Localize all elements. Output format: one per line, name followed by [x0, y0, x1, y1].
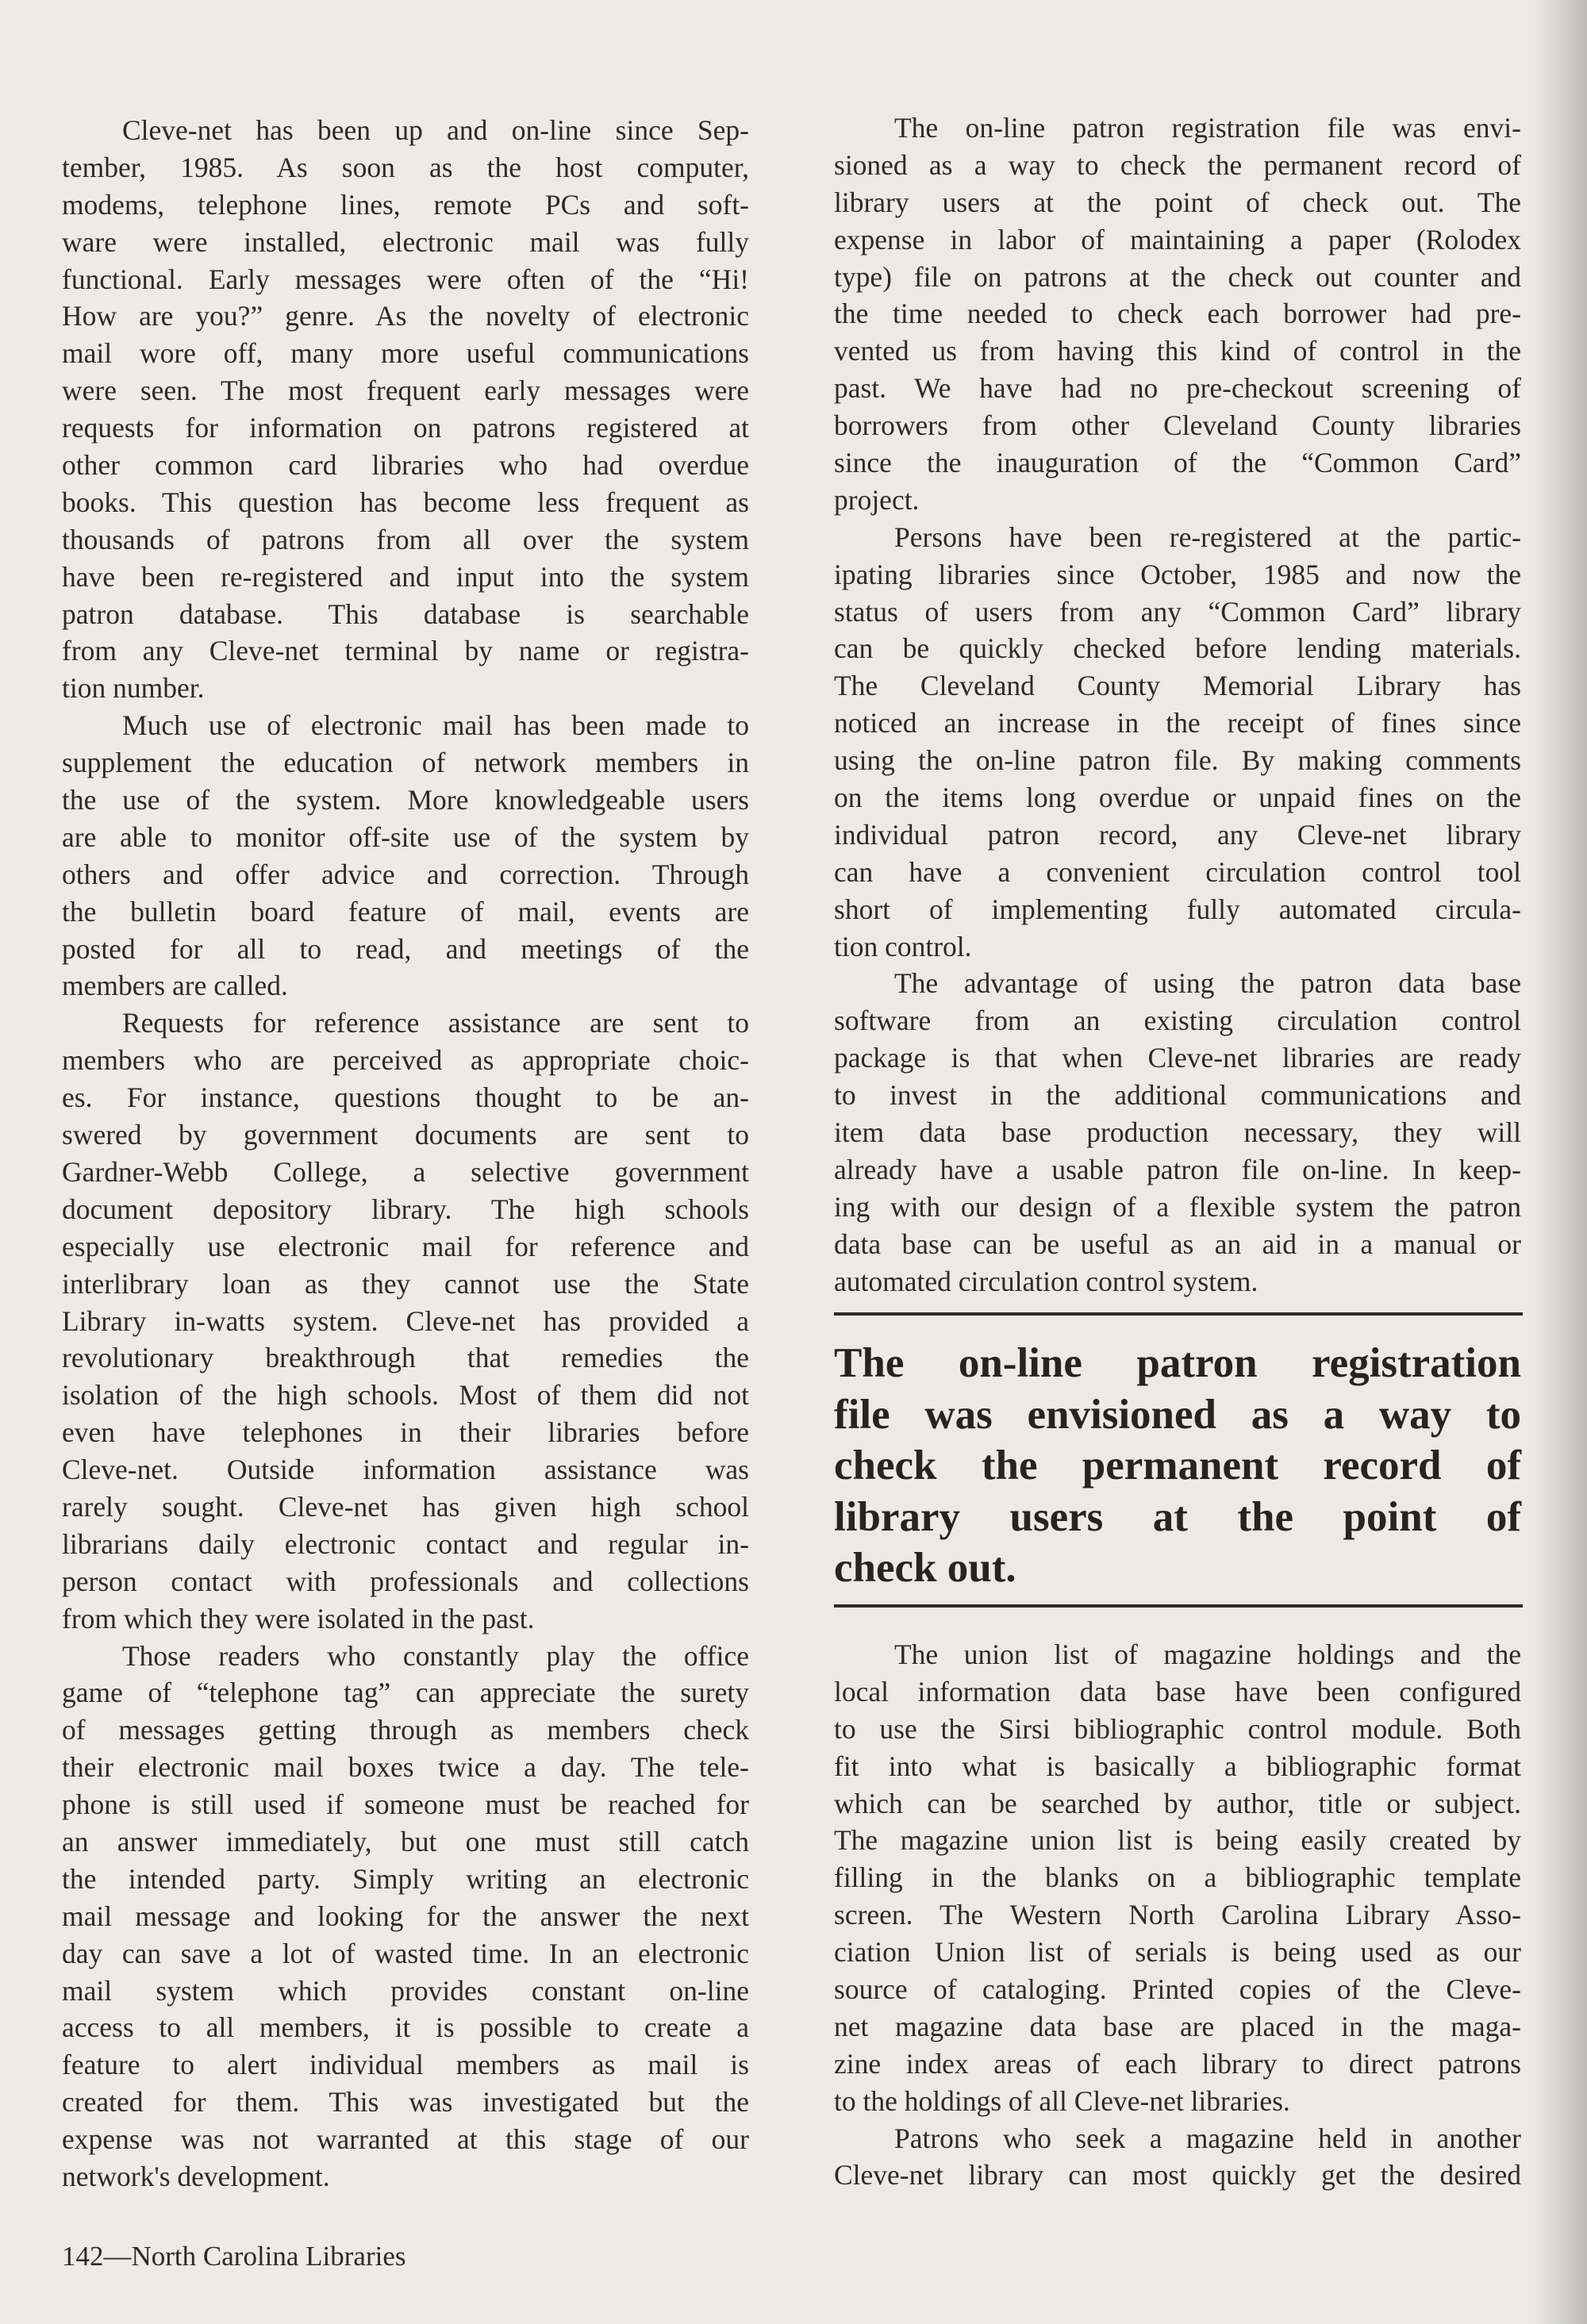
text-line: can have a convenient circulation control tool — [834, 855, 1521, 888]
text-line: The magazine union list is being easily created by — [834, 1824, 1521, 1857]
text-line: members are called. — [62, 970, 288, 1002]
text-line: which can be searched by author, title or subject. — [834, 1787, 1521, 1819]
text-line: mail wore off, many more useful communications — [62, 337, 749, 370]
paragraph — [834, 109, 1521, 519]
pull-quote-line: check the permanent record of — [834, 1442, 1521, 1489]
text-line: mail message and looking for the answer the next — [62, 1900, 749, 1932]
text-line: borrowers from other Cleveland County libraries — [834, 409, 1521, 442]
text-line: patron database. This database is searchable — [62, 597, 749, 630]
text-line: Cleve-net library can most quickly get the desired — [834, 2159, 1521, 2191]
text-line: Persons have been re-registered at the partic- — [894, 520, 1521, 553]
text-line: zine index areas of each library to direct patrons — [834, 2047, 1521, 2080]
text-line: library users at the point of check out. The — [834, 186, 1521, 218]
text-line: Cleve-net. Outside information assistance was — [62, 1454, 749, 1486]
text-line: day can save a lot of wasted time. In an electronic — [62, 1937, 749, 1969]
right-column-bottom — [834, 1636, 1521, 2194]
text-line: from which they were isolated in the past. — [62, 1602, 535, 1634]
paragraph — [834, 519, 1521, 966]
text-line: tion control. — [834, 930, 972, 962]
text-line: short of implementing fully automated circula- — [834, 893, 1521, 925]
text-line: Those readers who constantly play the office — [122, 1639, 749, 1672]
text-line: members who are perceived as appropriate choic- — [62, 1044, 749, 1077]
pull-quote-line: check out. — [834, 1545, 1016, 1591]
text-line: ware were installed, electronic mail was fully — [62, 225, 749, 258]
text-line: ciation Union list of serials is being used as our — [834, 1936, 1521, 1969]
left-column — [62, 112, 749, 2195]
text-line: project. — [834, 483, 920, 516]
text-line: the intended party. Simply writing an electronic — [62, 1862, 749, 1895]
text-line: tion number. — [62, 672, 205, 705]
text-line: How are you?” genre. As the novelty of electronic — [62, 300, 749, 332]
paragraph — [62, 707, 749, 1005]
text-line: supplement the education of network members in — [62, 747, 749, 779]
text-line: books. This question has become less frequent as — [62, 486, 749, 518]
text-line: can be quickly checked before lending materials. — [834, 632, 1521, 665]
text-line: Cleve-net has been up and on-line since Sep- — [122, 114, 749, 146]
page-footer: 142—North Carolina Libraries — [62, 2241, 406, 2272]
text-line: Requests for reference assistance are sent to — [122, 1007, 749, 1039]
text-line: already have a usable patron file on-line. In keep- — [834, 1153, 1521, 1185]
text-line: an answer immediately, but one must still catch — [62, 1825, 749, 1857]
text-line: status of users from any “Common Card” library — [834, 595, 1521, 628]
text-line: The on-line patron registration file was envi- — [894, 112, 1521, 144]
text-line: using the on-line patron file. By making comments — [834, 744, 1521, 777]
pull-quote-line: The on-line patron registration — [834, 1340, 1521, 1386]
text-line: data base can be useful as an aid in a manual or — [834, 1227, 1521, 1260]
text-line: Much use of electronic mail has been made to — [122, 709, 749, 742]
text-line: revolutionary breakthrough that remedies the — [62, 1342, 749, 1374]
text-line: feature to alert individual members as mail is — [62, 2049, 749, 2081]
text-line: filling in the blanks on a bibliographic template — [834, 1861, 1521, 1894]
text-line: net magazine data base are placed in the maga- — [834, 2010, 1521, 2042]
text-line: of messages getting through as members check — [62, 1714, 749, 1746]
text-line: even have telephones in their libraries before — [62, 1416, 749, 1449]
text-line: The Cleveland County Memorial Library has — [834, 670, 1521, 702]
text-line: software from an existing circulation control — [834, 1005, 1521, 1037]
text-line: ing with our design of a flexible system the patron — [834, 1190, 1521, 1223]
text-line: to invest in the additional communications and — [834, 1079, 1521, 1112]
text-line: phone is still used if someone must be reached for — [62, 1788, 749, 1821]
text-line: source of cataloging. Printed copies of the Cleve- — [834, 1973, 1521, 2006]
text-line: type) file on patrons at the check out counter and — [834, 260, 1521, 293]
text-line: Gardner-Webb College, a selective government — [62, 1155, 749, 1188]
text-line: the bulletin board feature of mail, events are — [62, 895, 749, 928]
text-line: posted for all to read, and meetings of the — [62, 932, 749, 965]
text-line: expense in labor of maintaining a paper (Rolodex — [834, 223, 1521, 255]
pull-quote-bottom-rule — [834, 1604, 1523, 1608]
text-line: package is that when Cleve-net libraries are ready — [834, 1042, 1521, 1074]
text-line: game of “telephone tag” can appreciate the surety — [62, 1677, 749, 1709]
text-line: noticed an increase in the receipt of fines since — [834, 707, 1521, 739]
paragraph — [62, 1638, 749, 2195]
text-line: especially use electronic mail for reference and — [62, 1230, 749, 1262]
text-line: individual patron record, any Cleve-net library — [834, 818, 1521, 851]
text-line: automated circulation control system. — [834, 1265, 1258, 1297]
paragraph — [62, 1005, 749, 1637]
text-line: screen. The Western North Carolina Library Asso- — [834, 1899, 1521, 1931]
text-line: item data base production necessary, they will — [834, 1116, 1521, 1149]
text-line: expense was not warranted at this stage of our — [62, 2123, 749, 2156]
pull-quote-line: library users at the point of — [834, 1493, 1521, 1540]
text-line: modems, telephone lines, remote PCs and soft- — [62, 188, 749, 221]
text-line: document depository library. The high schools — [62, 1193, 749, 1225]
text-line: were seen. The most frequent early messages were — [62, 375, 749, 407]
text-line: ipating libraries since October, 1985 and now the — [834, 558, 1521, 590]
text-line: to use the Sirsi bibliographic control module. Both — [834, 1712, 1521, 1745]
text-line: requests for information on patrons registered at — [62, 412, 749, 444]
pull-quote — [834, 1338, 1521, 1594]
paragraph — [834, 2120, 1521, 2195]
text-line: rarely sought. Cleve-net has given high school — [62, 1490, 749, 1523]
paragraph — [834, 965, 1521, 1300]
pull-quote-top-rule — [834, 1312, 1523, 1316]
text-line: mail system which provides constant on-line — [62, 1974, 749, 2007]
text-line: local information data base have been configured — [834, 1675, 1521, 1707]
text-line: thousands of patrons from all over the system — [62, 523, 749, 555]
text-line: access to all members, it is possible to create a — [62, 2011, 749, 2044]
paragraph — [62, 112, 749, 707]
text-line: network's development. — [62, 2160, 330, 2192]
text-line: fit into what is basically a bibliographic format — [834, 1750, 1521, 1782]
text-line: The union list of magazine holdings and the — [894, 1638, 1521, 1670]
text-line: past. We have had no pre-checkout screening of — [834, 372, 1521, 405]
text-line: The advantage of using the patron data base — [894, 967, 1521, 1000]
text-line: es. For instance, questions thought to be an- — [62, 1081, 749, 1114]
text-line: Library in-watts system. Cleve-net has provided a — [62, 1304, 749, 1337]
text-line: person contact with professionals and collections — [62, 1565, 749, 1597]
text-line: to the holdings of all Cleve-net libraries. — [834, 2084, 1290, 2117]
right-column-top — [834, 109, 1521, 1300]
text-line: their electronic mail boxes twice a day. The tele- — [62, 1751, 749, 1784]
text-line: isolation of the high schools. Most of them did not — [62, 1379, 749, 1412]
text-line: functional. Early messages were often of the “Hi! — [62, 263, 749, 295]
text-line: librarians daily electronic contact and regular in- — [62, 1527, 749, 1560]
text-line: interlibrary loan as they cannot use the State — [62, 1267, 749, 1300]
text-line: the time needed to check each borrower had pre- — [834, 298, 1521, 330]
text-line: sioned as a way to check the permanent record of — [834, 148, 1521, 181]
text-line: the use of the system. More knowledgeable users — [62, 784, 749, 816]
text-line: tember, 1985. As soon as the host computer, — [62, 151, 749, 183]
text-line: swered by government documents are sent to — [62, 1119, 749, 1151]
text-line: others and offer advice and correction. Through — [62, 858, 749, 890]
text-line: on the items long overdue or unpaid fines on the — [834, 782, 1521, 814]
text-line: are able to monitor off-site use of the system by — [62, 820, 749, 853]
text-line: have been re-registered and input into the system — [62, 560, 749, 593]
text-line: from any Cleve-net terminal by name or registra- — [62, 635, 749, 667]
text-line: other common card libraries who had overdue — [62, 449, 749, 482]
text-line: Patrons who seek a magazine held in another — [894, 2122, 1521, 2154]
text-line: since the inauguration of the “Common Card” — [834, 447, 1521, 479]
text-line: created for them. This was investigated but the — [62, 2086, 749, 2118]
text-line: vented us from having this kind of control in the — [834, 335, 1521, 367]
paragraph — [834, 1636, 1521, 2120]
pull-quote-line: file was envisioned as a way to — [834, 1391, 1521, 1438]
